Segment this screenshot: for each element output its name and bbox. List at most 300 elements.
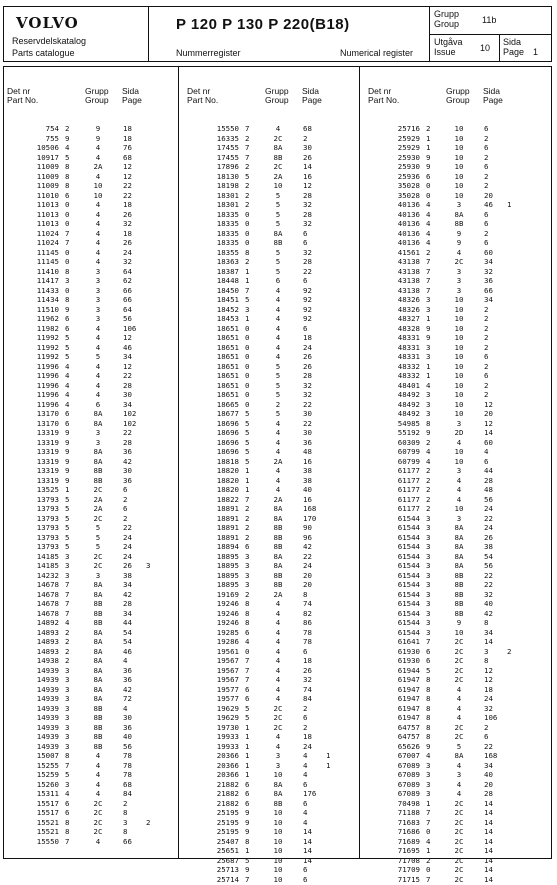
page-cell: 54	[123, 627, 132, 637]
part-number-cell: 18820	[216, 475, 239, 485]
page-cell: 8	[484, 656, 489, 665]
part-number-cell: 18820	[216, 466, 239, 475]
page-cell: 64	[123, 304, 132, 314]
group-header	[265, 87, 289, 105]
group-cell: 4	[275, 466, 281, 475]
group-cell: 10	[454, 333, 464, 342]
table-row	[368, 732, 538, 742]
check-digit-cell: 2	[245, 523, 250, 532]
table-row	[368, 305, 538, 315]
table-row	[7, 770, 177, 780]
part-number-cell: 25936	[397, 171, 420, 181]
group-cell: 4	[275, 342, 281, 352]
group-cell: 4	[456, 779, 462, 789]
part-number-cell: 14939	[36, 703, 59, 713]
group-cell: 2A	[273, 456, 283, 466]
table-row	[187, 694, 357, 704]
page-cell: 6	[303, 646, 308, 656]
page-cell: 32	[303, 200, 312, 209]
page-cell: 66	[123, 295, 132, 304]
page-cell: 14	[303, 827, 312, 836]
page-cell: 72	[123, 694, 132, 703]
group-cell: 5	[275, 371, 281, 380]
check-digit-cell: 9	[65, 428, 70, 437]
page-cell: 2	[484, 323, 489, 333]
table-row	[368, 409, 538, 419]
column-divider	[359, 67, 360, 858]
table-row	[368, 419, 538, 429]
group-cell: 4	[95, 171, 101, 181]
table-row	[7, 371, 177, 381]
group-cell: 10	[273, 865, 283, 874]
check-digit-cell: 4	[65, 371, 70, 380]
part-number-cell: 61641	[397, 637, 420, 646]
part-number-cell: 11962	[36, 314, 59, 323]
group-cell: 3	[95, 285, 101, 295]
page-cell: 92	[303, 304, 312, 314]
group-cell: 4	[95, 152, 101, 162]
page-cell: 14	[484, 865, 493, 874]
page-cell: 2	[123, 494, 128, 504]
table-row	[368, 789, 538, 799]
page-cell: 2	[484, 181, 489, 190]
table-row	[187, 504, 357, 514]
check-digit-cell: 6	[245, 694, 250, 703]
part-number-cell: 61930	[397, 646, 420, 656]
check-digit-cell: 8	[65, 181, 70, 190]
group-header-sv: Grupp	[446, 86, 470, 96]
page-cell: 32	[303, 219, 312, 228]
part-number-cell: 13793	[36, 542, 59, 551]
page-cell: 56	[484, 561, 493, 570]
group-cell: 4	[95, 836, 101, 846]
table-row	[368, 248, 538, 258]
part-number-cell: 18895	[216, 570, 239, 580]
part-number-cell: 48332	[397, 361, 420, 371]
page-cell: 24	[303, 741, 312, 751]
group-cell: 4	[275, 333, 281, 342]
table-row	[7, 172, 177, 182]
part-number-cell: 10506	[36, 143, 59, 152]
page-cell: 40	[484, 770, 493, 779]
check-digit-cell: 3	[426, 760, 431, 770]
check-digit-cell: 2	[245, 162, 250, 171]
check-digit-cell: 5	[65, 494, 70, 504]
page-cell: 6	[303, 238, 308, 247]
check-digit-cell: 1	[245, 314, 250, 323]
page-cell: 28	[303, 257, 312, 266]
part-number-cell: 18448	[216, 276, 239, 285]
table-row	[187, 647, 357, 657]
part-number-cell: 60799	[397, 447, 420, 456]
group-cell: 10	[454, 304, 464, 314]
part-number-cell: 25716	[397, 124, 420, 133]
table-row	[368, 200, 538, 210]
page-cell: 2	[303, 133, 308, 143]
group-value: 11b	[482, 15, 497, 25]
group-cell: 4	[275, 475, 281, 485]
check-digit-cell: 8	[426, 713, 431, 722]
part-number-cell: 65626	[397, 741, 420, 751]
table-row	[7, 428, 177, 438]
part-number-cell: 61544	[397, 580, 420, 589]
table-row	[187, 324, 357, 334]
part-number-cell: 25930	[397, 162, 420, 171]
check-digit-cell: 6	[65, 314, 70, 323]
group-cell: 10	[454, 390, 464, 399]
page-cell: 34	[484, 760, 493, 770]
check-digit-cell: 8	[426, 732, 431, 741]
check-digit-cell: 3	[65, 570, 70, 580]
check-digit-cell: 6	[65, 418, 70, 428]
page-cell: 168	[484, 751, 498, 760]
page-cell: 12	[123, 361, 132, 371]
page-cell: 30	[303, 143, 312, 152]
check-digit-cell: 3	[426, 295, 431, 304]
part-number-cell: 61544	[397, 551, 420, 561]
group-cell: 3	[95, 428, 101, 437]
group-cell: 8B	[93, 722, 103, 732]
check-digit-cell: 2	[426, 504, 431, 513]
table-row	[7, 381, 177, 391]
group-cell: 4	[95, 247, 101, 257]
group-cell: 2C	[454, 874, 464, 884]
check-digit-cell: 1	[426, 371, 431, 380]
check-digit-cell: 6	[426, 171, 431, 181]
group-cell: 2C	[454, 722, 464, 732]
group-cell: 4	[95, 342, 101, 352]
part-number-cell: 21882	[216, 779, 239, 789]
part-number-cell: 61177	[397, 504, 420, 513]
page-cell: 34	[123, 580, 132, 589]
check-digit-cell: 3	[245, 561, 250, 570]
group-cell: 2C	[454, 827, 464, 836]
check-digit-cell: 4	[426, 200, 431, 209]
table-row	[187, 514, 357, 524]
part-number-cell: 18651	[216, 361, 239, 371]
page-cell: 24	[303, 342, 312, 352]
check-digit-cell: 8	[245, 618, 250, 627]
page-cell: 22	[123, 190, 132, 200]
page-header	[122, 87, 142, 105]
note-cell: 1	[507, 200, 512, 209]
check-digit-cell: 2	[245, 532, 250, 542]
page-cell: 16	[303, 494, 312, 504]
table-row	[7, 609, 177, 619]
group-cell: 8A	[273, 504, 283, 513]
group-cell: 2C	[454, 808, 464, 817]
divider	[148, 7, 149, 61]
group-cell: 8B	[93, 475, 103, 485]
group-cell: 2C	[454, 656, 464, 665]
part-number-cell: 19561	[216, 646, 239, 656]
table-row	[187, 371, 357, 381]
page-cell: 2	[303, 722, 308, 732]
page-cell: 34	[484, 257, 493, 266]
table-row	[7, 200, 177, 210]
table-row	[368, 580, 538, 590]
group-cell: 3	[456, 200, 462, 209]
group-cell: 5	[95, 352, 101, 361]
check-digit-cell: 1	[245, 485, 250, 494]
part-number-cell: 54985	[397, 418, 420, 428]
check-digit-cell: 7	[245, 494, 250, 504]
check-digit-cell: 2	[426, 855, 431, 865]
check-digit-cell: 0	[245, 380, 250, 390]
part-number-cell: 18453	[216, 314, 239, 323]
note-cell: 2	[146, 817, 151, 827]
table-row	[7, 723, 177, 733]
check-digit-cell: 2	[426, 247, 431, 257]
check-digit-cell: 3	[426, 409, 431, 418]
table-row	[7, 295, 177, 305]
table-row	[187, 799, 357, 809]
part-number-cell: 48492	[397, 399, 420, 409]
table-row	[187, 409, 357, 419]
check-digit-cell: 5	[65, 523, 70, 532]
table-row	[7, 457, 177, 467]
group-cell: 3	[456, 466, 462, 475]
table-row	[7, 552, 177, 562]
part-number-cell: 19577	[216, 694, 239, 703]
part-number-cell: 48331	[397, 342, 420, 352]
table-row	[368, 647, 538, 657]
group-cell: 8B	[273, 570, 283, 580]
page-cell: 6	[123, 504, 128, 513]
group-cell: 2C	[454, 855, 464, 865]
part-number-cell: 25195	[216, 808, 239, 817]
table-row	[7, 599, 177, 609]
group-cell: 4	[456, 713, 462, 722]
table-row	[368, 257, 538, 267]
table-row	[7, 618, 177, 628]
table-row	[368, 827, 538, 837]
part-number-cell: 67007	[397, 751, 420, 760]
check-digit-cell: 4	[426, 447, 431, 456]
part-number-cell: 11996	[36, 371, 59, 380]
check-digit-cell: 7	[65, 238, 70, 247]
part-number-cell: 14185	[36, 561, 59, 570]
table-row	[7, 324, 177, 334]
group-cell: 10	[93, 181, 103, 190]
table-row	[7, 694, 177, 704]
check-digit-cell: 9	[245, 817, 250, 827]
page-cell: 22	[123, 428, 132, 437]
page-cell: 28	[303, 190, 312, 200]
table-row	[187, 533, 357, 543]
group-cell: 8A	[454, 561, 464, 570]
group-cell: 3	[95, 304, 101, 314]
group-cell: 4	[95, 200, 101, 209]
table-row	[368, 495, 538, 505]
table-row	[7, 580, 177, 590]
group-cell: 8A	[93, 637, 103, 646]
table-row	[7, 742, 177, 752]
table-row	[187, 590, 357, 600]
table-row	[368, 295, 538, 305]
table-row	[187, 656, 357, 666]
page-cell: 20	[484, 779, 493, 789]
group-cell: 8A	[93, 409, 103, 418]
check-digit-cell: 3	[426, 513, 431, 523]
table-row	[368, 656, 538, 666]
page-cell: 66	[484, 285, 493, 295]
part-number-cell: 71188	[397, 808, 420, 817]
part-number-cell: 48331	[397, 333, 420, 342]
page-cell: 36	[123, 475, 132, 485]
check-digit-cell: 1	[426, 846, 431, 855]
part-number-cell: 15517	[36, 798, 59, 808]
part-number-cell: 18387	[216, 266, 239, 276]
part-number-cell: 18895	[216, 580, 239, 589]
page-cell: 54	[484, 551, 493, 561]
check-digit-cell: 6	[65, 323, 70, 333]
page-cell: 40	[303, 485, 312, 494]
page-cell: 18	[123, 200, 132, 209]
table-row	[368, 333, 538, 343]
check-digit-cell: 0	[245, 333, 250, 342]
check-digit-cell: 8	[65, 295, 70, 304]
group-cell: 8B	[93, 741, 103, 751]
part-number-cell: 61544	[397, 561, 420, 570]
table-row	[368, 124, 538, 134]
group-cell: 8B	[454, 570, 464, 580]
check-digit-cell: 2	[426, 475, 431, 485]
group-cell: 4	[275, 285, 281, 295]
page-cell: 14	[303, 836, 312, 846]
table-row	[7, 257, 177, 267]
page-cell: 46	[123, 646, 132, 656]
page-cell: 26	[303, 361, 312, 371]
check-digit-cell: 0	[245, 228, 250, 238]
page-cell: 86	[303, 618, 312, 627]
check-digit-cell: 9	[426, 152, 431, 162]
page-cell: 176	[303, 789, 317, 798]
page-cell: 8	[484, 618, 489, 627]
page-cell: 106	[123, 323, 137, 333]
check-digit-cell: 3	[245, 580, 250, 589]
page-cell: 26	[303, 665, 312, 675]
group-cell: 8B	[93, 599, 103, 608]
part-number-cell: 13319	[36, 437, 59, 447]
page-cell: 16	[303, 171, 312, 181]
page-cell: 42	[303, 542, 312, 551]
check-digit-cell: 3	[245, 570, 250, 580]
check-digit-cell: 1	[426, 361, 431, 371]
table-row	[187, 789, 357, 799]
page-header	[302, 87, 322, 105]
check-digit-cell: 8	[65, 817, 70, 827]
page-cell: 6	[484, 143, 489, 152]
table-row	[7, 181, 177, 191]
part-number-cell: 14678	[36, 580, 59, 589]
part-number-cell: 18665	[216, 399, 239, 409]
check-digit-cell: 7	[426, 817, 431, 827]
page-cell: 14	[484, 855, 493, 865]
part-number-cell: 61544	[397, 513, 420, 523]
part-number-cell: 755	[45, 133, 59, 143]
group-cell: 10	[273, 836, 283, 846]
group-cell: 10	[273, 874, 283, 884]
group-cell: 10	[454, 627, 464, 637]
check-digit-cell: 7	[245, 285, 250, 295]
part-number-cell: 19629	[216, 703, 239, 713]
page-cell: 92	[303, 285, 312, 295]
group-cell: 8A	[93, 456, 103, 466]
part-number-header-sv: Det nr	[187, 86, 211, 96]
page-cell: 18	[303, 656, 312, 665]
page-cell: 8	[123, 808, 128, 817]
page-cell: 92	[303, 314, 312, 323]
check-digit-cell: 3	[245, 551, 250, 561]
table-row	[7, 267, 177, 277]
check-digit-cell: 3	[426, 618, 431, 627]
part-number-cell: 48328	[397, 323, 420, 333]
part-number-cell: 18895	[216, 551, 239, 561]
page-cell: 14	[484, 637, 493, 646]
table-row	[187, 666, 357, 676]
group-cell: 8B	[93, 713, 103, 722]
part-number-cell: 11013	[36, 200, 59, 209]
check-digit-cell: 7	[65, 589, 70, 599]
group-cell: 8B	[273, 542, 283, 551]
page-value: 1	[533, 47, 539, 57]
part-number-cell: 71708	[397, 855, 420, 865]
part-number-cell: 25929	[397, 133, 420, 143]
page-cell: 36	[123, 675, 132, 684]
table-row	[368, 428, 538, 438]
group-cell: 8B	[93, 703, 103, 713]
page-cell: 6	[484, 352, 489, 361]
check-digit-cell: 6	[65, 798, 70, 808]
table-row	[7, 808, 177, 818]
table-row	[187, 704, 357, 714]
page-cell: 22	[123, 181, 132, 190]
part-number-cell: 25713	[216, 865, 239, 874]
note-cell: 1	[326, 760, 331, 770]
group-cell: 10	[454, 447, 464, 456]
check-digit-cell: 7	[65, 760, 70, 770]
check-digit-cell: 8	[426, 722, 431, 732]
group-cell: 8A	[273, 143, 283, 152]
check-digit-cell: 0	[65, 257, 70, 266]
part-number-cell: 18651	[216, 333, 239, 342]
check-digit-cell: 5	[245, 418, 250, 428]
part-number-cell: 15311	[36, 789, 59, 798]
check-digit-cell: 3	[65, 675, 70, 684]
table-row	[368, 143, 538, 153]
table-row	[368, 875, 538, 885]
check-digit-cell: 9	[245, 865, 250, 874]
page-cell: 14	[484, 808, 493, 817]
check-digit-cell: 8	[245, 599, 250, 608]
group-cell: 5	[275, 247, 281, 257]
table-row	[368, 286, 538, 296]
table-row	[187, 751, 357, 761]
part-number-cell: 14939	[36, 665, 59, 675]
check-digit-cell: 8	[65, 751, 70, 760]
group-cell: 8A	[93, 665, 103, 675]
table-row	[187, 267, 357, 277]
group-cell: 8B	[454, 608, 464, 618]
page-cell: 18	[303, 333, 312, 342]
table-row	[368, 447, 538, 457]
part-number-cell: 61944	[397, 665, 420, 675]
page-cell: 82	[303, 608, 312, 618]
check-digit-cell: 8	[426, 703, 431, 713]
part-number-cell: 11013	[36, 209, 59, 219]
table-row	[187, 352, 357, 362]
